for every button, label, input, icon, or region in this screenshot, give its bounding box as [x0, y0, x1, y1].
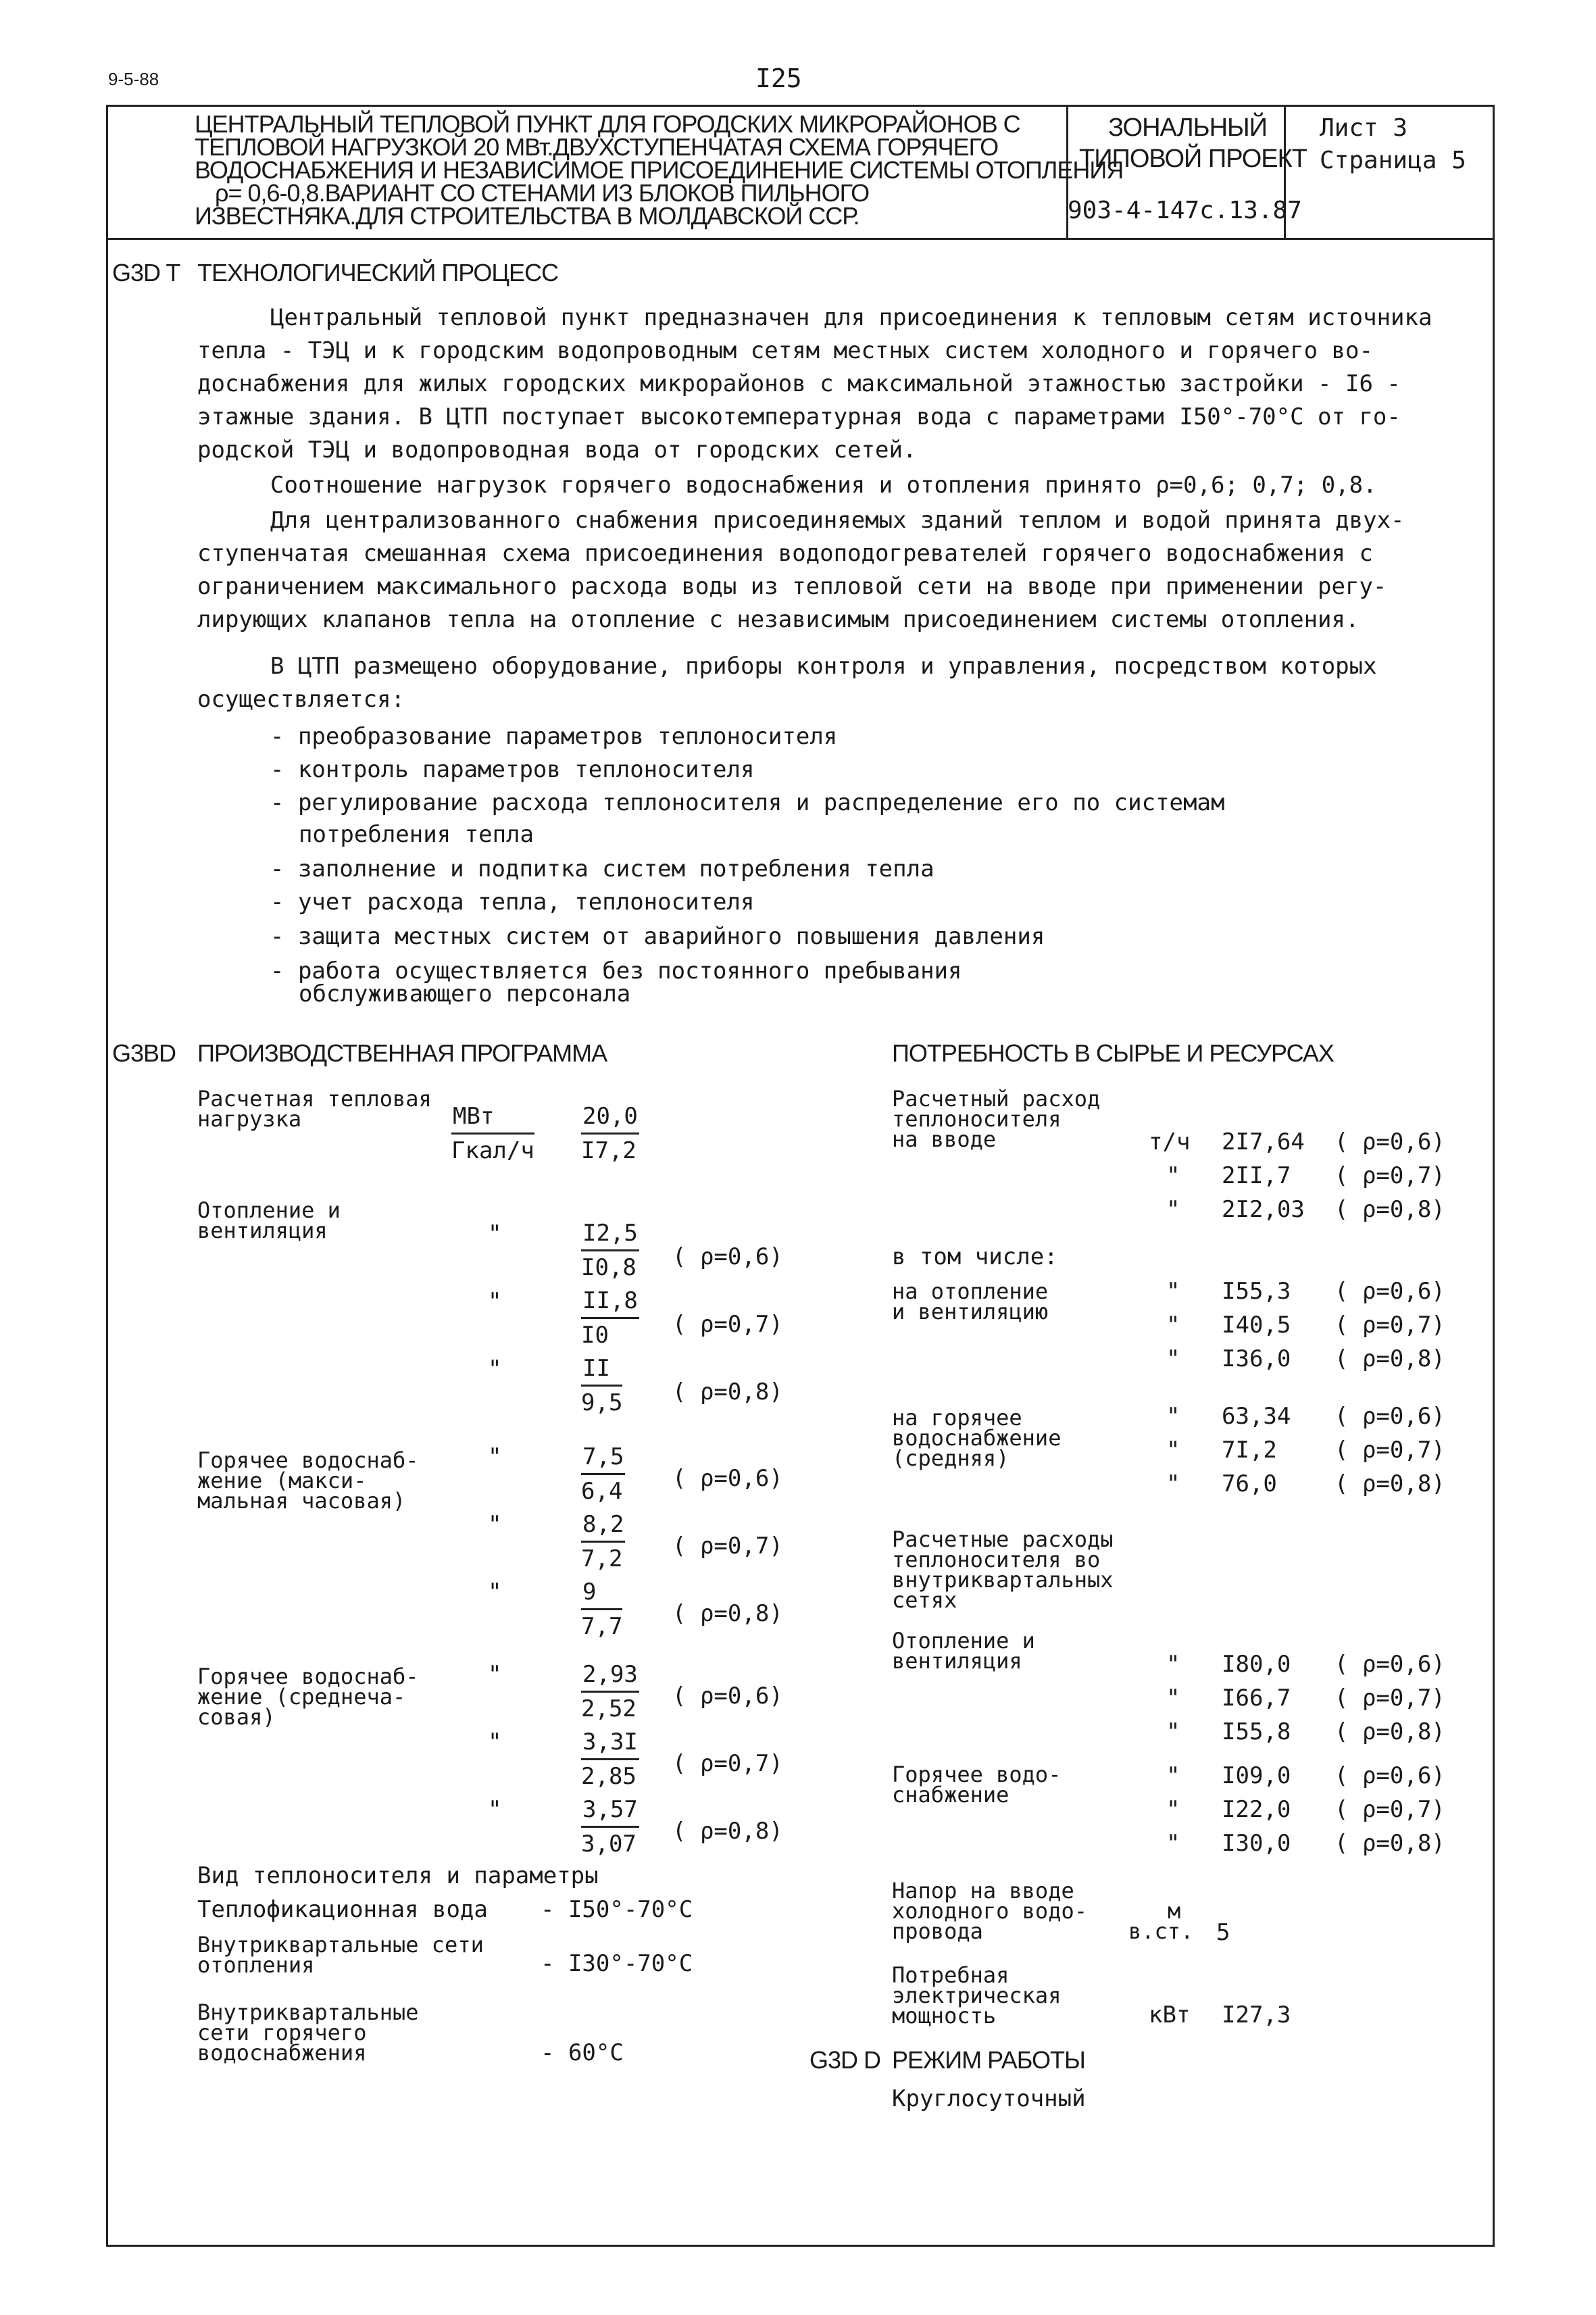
value-gcal: 3,07 [581, 1831, 637, 1858]
hw-avg-fraction [581, 1661, 639, 1722]
rho-label: ( ρ=0,7) [1335, 1437, 1445, 1464]
carrier-heading: Вид теплоносителя и параметры [197, 1862, 599, 1889]
tech-text-line: Для централизованного снабжения присоединяемых зданий теплом и водой принята двух- [270, 507, 1405, 534]
rho-label: ( ρ=0,8) [672, 1600, 783, 1627]
carrier-value: - I30°-70°С [541, 1950, 693, 1977]
rho-label: ( ρ=0,7) [672, 1750, 783, 1777]
rho-label: ( ρ=0,7) [672, 1533, 783, 1560]
tech-text-line: осуществляется: [197, 686, 405, 713]
rho-label: ( ρ=0,8) [672, 1818, 783, 1845]
value-gcal: 2,52 [581, 1695, 637, 1722]
flow-value: 2II,7 [1222, 1162, 1291, 1189]
hw-avg-label: совая) [197, 1704, 276, 1730]
flow-label: Расчетный расход [892, 1086, 1101, 1112]
intra-label: теплоносителя во [892, 1547, 1101, 1572]
ditto-mark: " [488, 1661, 502, 1688]
ditto-mark: " [1166, 1830, 1180, 1857]
project-code: 903-4-147с.13.87 [1068, 197, 1302, 224]
value-mw: 8,2 [581, 1511, 625, 1543]
flow-value: I55,8 [1222, 1718, 1291, 1745]
section-mode-code: G3D D [809, 2046, 881, 2074]
flow-value: I22,0 [1222, 1796, 1291, 1823]
rho-label: ( ρ=0,6) [1335, 1278, 1445, 1305]
section-prog-heading: ПРОИЗВОДСТВЕННАЯ ПРОГРАММА [197, 1039, 607, 1067]
flow-value: I09,0 [1222, 1762, 1291, 1789]
rho-label: ( ρ=0,7) [1335, 1312, 1445, 1339]
mode-value: Круглосуточный [892, 2085, 1086, 2112]
calc-load-label: нагрузка [197, 1106, 302, 1132]
rho-label: ( ρ=0,6) [672, 1683, 783, 1710]
title-line-3: ВОДОСНАБЖЕНИЯ И НЕЗАВИСИМОЕ ПРИСОЕДИНЕНИЕ СИСТЕМЫ ОТОПЛЕНИЯ [195, 156, 1124, 184]
flow-label: на вводе [892, 1126, 997, 1152]
intra-label: Расчетные расходы [892, 1526, 1114, 1552]
value-gcal: 9,5 [581, 1389, 623, 1416]
ditto-mark: " [1166, 1718, 1180, 1745]
hw-label: (средняя) [892, 1445, 1009, 1471]
list-item: - работа осуществляется без постоянного пребывания [270, 957, 962, 985]
unit-th: т/ч [1149, 1128, 1191, 1155]
intra-heat-label: Отопление и [892, 1628, 1035, 1653]
ditto-mark: " [1166, 1312, 1180, 1339]
heat-fraction [581, 1355, 622, 1416]
value-gcal: I0,8 [581, 1254, 637, 1281]
flow-value: I80,0 [1222, 1651, 1291, 1678]
title-block-bottom-line [106, 238, 1495, 240]
value-mw: 3,3I [581, 1728, 639, 1760]
head-label: холодного водо- [892, 1898, 1087, 1924]
ditto-mark: " [488, 1728, 502, 1756]
calc-load-label: Расчетная тепловая [197, 1086, 432, 1112]
carrier-label: сети горячего [197, 2020, 367, 2045]
rho-label: ( ρ=0,7) [1335, 1162, 1445, 1189]
rho-label: ( ρ=0,8) [672, 1378, 783, 1405]
head-label: Напор на вводе [892, 1878, 1074, 1903]
rho-label: ( ρ=0,6) [1335, 1651, 1445, 1678]
tech-text-line: В ЦТП размещено оборудование, приборы контроля и управления, посредством которых [270, 653, 1377, 680]
rho-label: ( ρ=0,6) [672, 1465, 783, 1492]
list-item: - учет расхода тепла, теплоносителя [270, 889, 755, 916]
carrier-label: Теплофикационная вода [197, 1896, 488, 1923]
value-gcal: 2,85 [581, 1763, 637, 1790]
rho-label: ( ρ=0,6) [1335, 1128, 1445, 1155]
page-number: I25 [755, 64, 802, 93]
tech-text-line: родской ТЭЦ и водопроводная вода от городских сетей. [197, 437, 917, 464]
hw-avg-label: Горячее водоснаб- [197, 1664, 419, 1689]
rho-label: ( ρ=0,6) [1335, 1762, 1445, 1789]
rho-label: ( ρ=0,8) [1335, 1345, 1445, 1372]
hw-max-label: мальная часовая) [197, 1488, 406, 1514]
hw-max-label: жение (макси- [197, 1468, 367, 1493]
carrier-label: водоснабжения [197, 2040, 367, 2066]
hw-avg-fraction [581, 1728, 639, 1790]
ditto-mark: " [1166, 1437, 1180, 1464]
value-mw: II [581, 1355, 622, 1387]
ditto-mark: " [1166, 1345, 1180, 1372]
list-item: - контроль параметров теплоносителя [270, 756, 755, 783]
rho-label: ( ρ=0,8) [1335, 1718, 1445, 1745]
flow-value: 76,0 [1222, 1470, 1277, 1497]
section-mode-heading: РЕЖИМ РАБОТЫ [892, 2046, 1085, 2074]
heat-label: вентиляция [197, 1218, 328, 1243]
load-mw: 20,0 [581, 1103, 639, 1135]
flow-value: I66,7 [1222, 1685, 1291, 1712]
project-type-1: ЗОНАЛЬНЫЙ [1108, 114, 1267, 142]
hw-max-fraction [581, 1511, 625, 1572]
title-line-1: ЦЕНТРАЛЬНЫЙ ТЕПЛОВОЙ ПУНКТ ДЛЯ ГОРОДСКИХ МИКРОРАЙОНОВ С [195, 110, 1020, 138]
ditto-mark: " [1166, 1470, 1180, 1497]
heat-label: на отопление [892, 1278, 1049, 1304]
ditto-mark: " [1166, 1278, 1180, 1305]
tech-text-line: тепла - ТЭЦ и к городским водопроводным сетям местных систем холодного и горячего во- [197, 337, 1373, 364]
value-mw: 9 [581, 1578, 622, 1610]
head-value: 5 [1216, 1919, 1230, 1946]
section-tech-heading: ТЕХНОЛОГИЧЕСКИЙ ПРОЦЕСС [197, 259, 559, 287]
title-line-2: ТЕПЛОВОЙ НАГРУЗКОЙ 20 МВт.ДВУХСТУПЕНЧАТАЯ СХЕМА ГОРЯЧЕГО [195, 133, 999, 161]
page-label: Страница 5 [1320, 147, 1466, 174]
rho-label: ( ρ=0,7) [1335, 1685, 1445, 1712]
carrier-label: Внутриквартальные сети [197, 1932, 484, 1958]
ditto-mark: " [488, 1355, 502, 1383]
ditto-mark: " [488, 1511, 502, 1538]
title-line-5: ИЗВЕСТНЯКА.ДЛЯ СТРОИТЕЛЬСТВА В МОЛДАВСКОЙ ССР. [195, 202, 859, 230]
value-mw: 3,57 [581, 1796, 639, 1828]
flow-value: I55,3 [1222, 1278, 1291, 1305]
flow-label: теплоносителя [892, 1106, 1062, 1132]
hw-label: водоснабжение [892, 1425, 1062, 1451]
list-item: - преобразование параметров теплоносителя [270, 723, 838, 750]
tech-text-line: Соотношение нагрузок горячего водоснабжения и отопления принято ρ=0,6; 0,7; 0,8. [270, 472, 1377, 499]
ditto-mark: " [488, 1578, 502, 1605]
incl-label: в том числе: [892, 1243, 1058, 1270]
power-unit: кВт [1149, 2001, 1191, 2028]
section-prog-code: G3BD [112, 1039, 176, 1067]
ditto-mark: " [488, 1288, 502, 1315]
rho-label: ( ρ=0,8) [1335, 1196, 1445, 1223]
flow-value: 7I,2 [1222, 1437, 1277, 1464]
section-resources-heading: ПОТРЕБНОСТЬ В СЫРЬЕ И РЕСУРСАХ [892, 1039, 1334, 1067]
ditto-mark: " [1166, 1762, 1180, 1789]
rho-label: ( ρ=0,6) [672, 1243, 783, 1270]
carrier-label: Внутриквартальные [197, 1999, 419, 2025]
intra-hw-label: снабжение [892, 1782, 1009, 1808]
power-value: I27,3 [1222, 2001, 1291, 2028]
unit-gcal: Гкал/ч [451, 1137, 534, 1164]
hw-max-label: Горячее водоснаб- [197, 1447, 419, 1473]
value-mw: 7,5 [581, 1443, 625, 1475]
tech-text-line: этажные здания. В ЦТП поступает высокотемпературная вода с параметрами I50°-70°С от го- [197, 403, 1401, 430]
value-mw: II,8 [581, 1287, 639, 1319]
list-item: - заполнение и подпитка систем потребления тепла [270, 855, 934, 882]
rho-label: ( ρ=0,7) [1335, 1796, 1445, 1823]
ditto-mark: " [1166, 1651, 1180, 1678]
flow-value: I40,5 [1222, 1312, 1291, 1339]
rho-label: ( ρ=0,6) [1335, 1403, 1445, 1430]
section-tech-code: G3D T [112, 259, 180, 287]
sheet-number: Лист 3 [1320, 114, 1408, 142]
heat-fraction [581, 1287, 639, 1349]
heat-label: и вентиляцию [892, 1299, 1049, 1324]
unit-fraction [451, 1103, 534, 1164]
intra-hw-label: Горячее водо- [892, 1762, 1062, 1787]
value-mw: I2,5 [581, 1220, 639, 1251]
load-fraction [581, 1103, 639, 1164]
unit-mw: МВт [451, 1103, 534, 1135]
flow-value: I36,0 [1222, 1345, 1291, 1372]
heat-fraction [581, 1220, 639, 1281]
project-type-2: ТИПОВОЙ ПРОЕКТ [1079, 145, 1307, 173]
hw-avg-fraction [581, 1796, 639, 1858]
carrier-label: отопления [197, 1952, 315, 1978]
title-line-4: ρ= 0,6-0,8.ВАРИАНТ СО СТЕНАМИ ИЗ БЛОКОВ ПИЛЬНОГО [215, 179, 870, 207]
tech-text-line: лирующих клапанов тепла на отопление с независимым присоединением системы отопления. [197, 606, 1360, 633]
carrier-value: - I50°-70°С [541, 1896, 693, 1923]
value-gcal: I0 [581, 1322, 609, 1349]
flow-value: 2I7,64 [1222, 1128, 1305, 1155]
ditto-mark: " [1166, 1796, 1180, 1823]
rho-label: ( ρ=0,8) [1335, 1470, 1445, 1497]
rho-label: ( ρ=0,8) [1335, 1830, 1445, 1857]
power-label: мощность [892, 2003, 997, 2028]
page-code: 9-5-88 [108, 69, 159, 89]
power-label: электрическая [892, 1983, 1062, 2008]
rho-label: ( ρ=0,7) [672, 1311, 783, 1338]
list-item: - регулирование расхода теплоносителя и распределение его по системам [270, 789, 1225, 816]
intra-label: внутриквартальных [892, 1567, 1114, 1593]
ditto-mark: " [1166, 1162, 1180, 1189]
value-mw: 2,93 [581, 1661, 639, 1693]
ditto-mark: " [1166, 1403, 1180, 1430]
flow-value: I30,0 [1222, 1830, 1291, 1857]
hw-label: на горячее [892, 1405, 1022, 1430]
ditto-mark: " [488, 1220, 502, 1247]
tech-text-line: Центральный тепловой пункт предназначен для присоединения к тепловым сетям источника [270, 304, 1432, 331]
list-item: обслуживающего персонала [299, 980, 631, 1007]
load-gcal: I7,2 [581, 1137, 637, 1164]
list-item: потребления тепла [299, 821, 534, 848]
hw-avg-label: жение (среднеча- [197, 1684, 406, 1710]
intra-heat-label: вентиляция [892, 1648, 1022, 1674]
value-gcal: 6,4 [581, 1478, 623, 1505]
ditto-mark: " [1166, 1196, 1180, 1223]
heat-label: Отопление и [197, 1197, 341, 1223]
flow-value: 2I2,03 [1222, 1196, 1305, 1223]
tech-text-line: доснабжения для жилых городских микрорайонов с максимальной этажностью застройки - I6 - [197, 370, 1401, 397]
intra-label: сетях [892, 1587, 957, 1613]
tech-text-line: ступенчатая смешанная схема присоединения водоподогревателей горячего водоснабжения с [197, 540, 1373, 567]
power-label: Потребная [892, 1962, 1009, 1988]
value-gcal: 7,7 [581, 1613, 623, 1640]
flow-value: 63,34 [1222, 1403, 1291, 1430]
carrier-value: - 60°С [541, 2039, 624, 2066]
list-item: - защита местных систем от аварийного повышения давления [270, 923, 1045, 950]
tech-text-line: ограничением максимального расхода воды из тепловой сети на вводе при применении регу- [197, 573, 1387, 600]
hw-max-fraction [581, 1578, 622, 1640]
ditto-mark: " [1166, 1685, 1180, 1712]
hw-max-fraction [581, 1443, 625, 1505]
value-gcal: 7,2 [581, 1545, 623, 1572]
ditto-mark: " [488, 1443, 502, 1470]
head-unit: в.ст. [1128, 1918, 1194, 1944]
head-unit: м [1168, 1898, 1181, 1924]
head-label: провода [892, 1918, 983, 1944]
ditto-mark: " [488, 1796, 502, 1823]
